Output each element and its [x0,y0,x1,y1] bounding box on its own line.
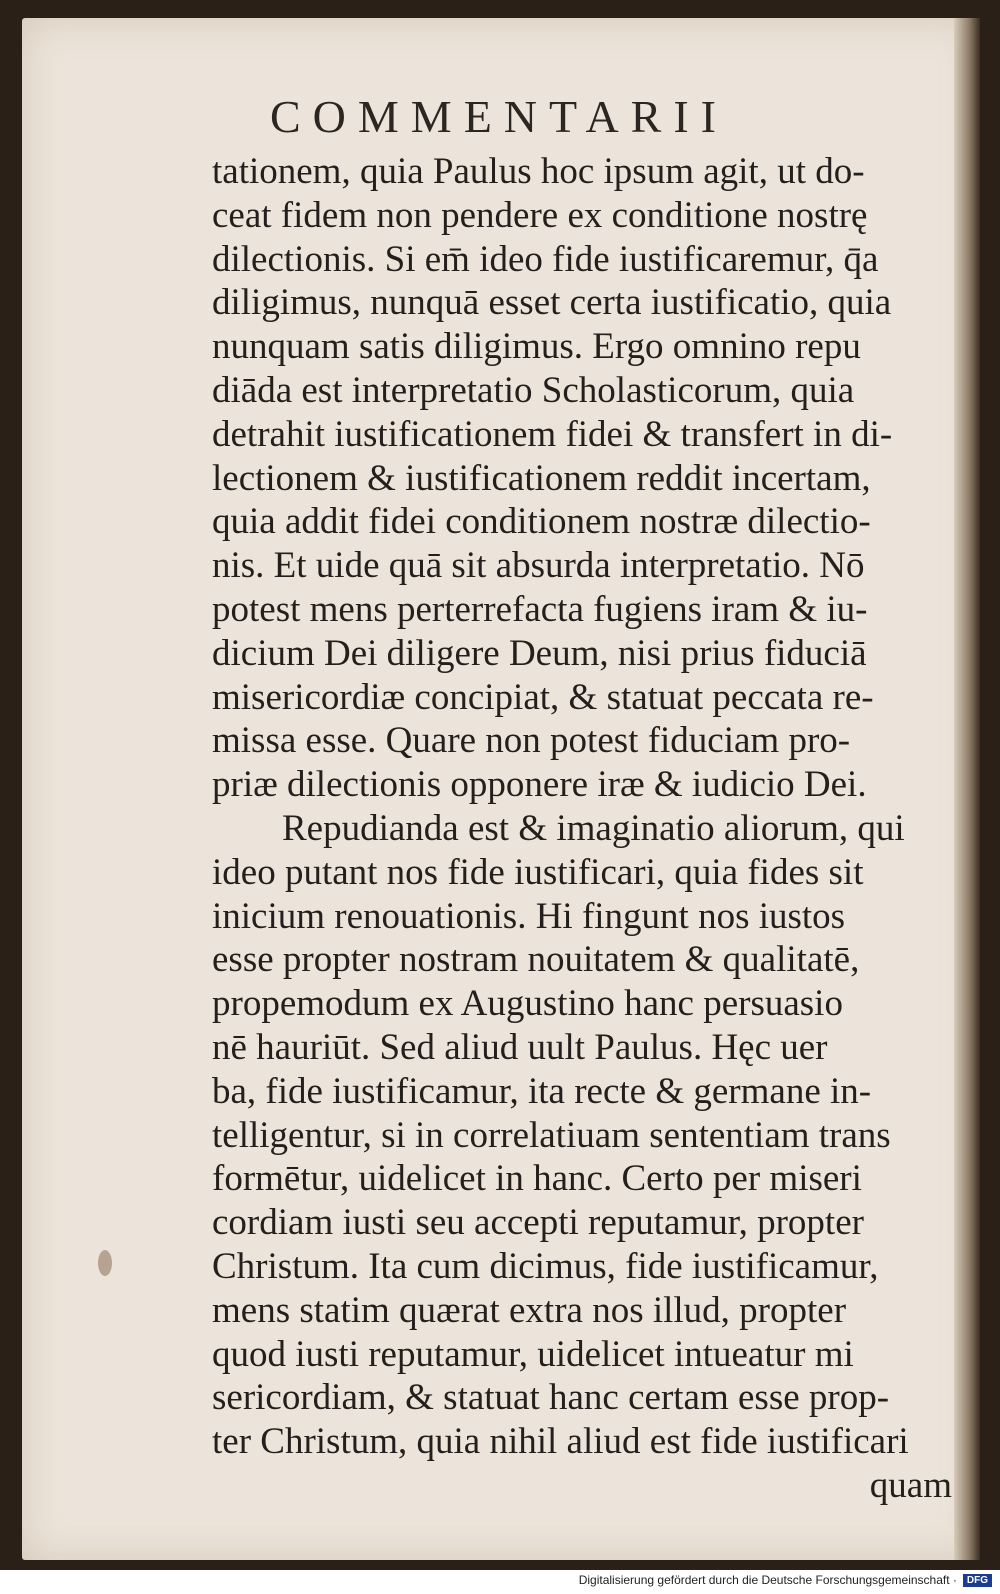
text-line: ceat fidem non pendere ex conditione nostrę [212,194,868,236]
text-line: quod iusti reputamur, uidelicet intueatur mi [212,1333,854,1375]
text-line: esse propter nostram nouitatem & qualitatē, [212,939,860,981]
text-line: formētur, uidelicet in hanc. Certo per miseri [212,1158,862,1200]
text-line: lectionem & iustificationem reddit incertam, [212,457,871,499]
footer-text: Digitalisierung gefördert durch die Deutsche Forschungsgemeinschaft · [578,1573,957,1587]
text-line: diligimus, nunquā esset certa iustificatio, quia [212,282,892,324]
text-line: propemodum ex Augustino hanc persuasio [212,983,843,1025]
text-line: detrahit iustificationem fidei & transfert in di- [212,413,893,455]
footer-credit [579,1570,992,1590]
text-line: ba, fide iustificamur, ita recte & germane in- [212,1070,872,1112]
text-line: nunquam satis diligimus. Ergo omnino repu [212,326,861,368]
text-line: dilectionis. Si em̄ ideo fide iustificaremur, q̄a [212,238,879,280]
page-text [212,150,972,1508]
text-line: inicium renouationis. Hi fingunt nos iustos [212,895,846,937]
text-line: sericordiam, & statuat hanc certam esse prop- [212,1377,890,1419]
text-line: dicium Dei diligere Deum, nisi prius fiduciā [212,632,867,674]
dfg-logo-icon: DFG [963,1574,992,1587]
text-line: telligentur, si in correlatiuam sententiam trans [212,1114,891,1156]
catchword: quam [869,1464,952,1506]
text-line: Christum. Ita cum dicimus, fide iustificamur, [212,1245,879,1287]
text-line: ideo putant nos fide iustificari, quia fides sit [212,851,864,893]
text-line: potest mens perterrefacta fugiens iram & iu- [212,588,868,630]
text-line: ter Christum, quia nihil aliud est fide iustificari [212,1421,909,1463]
text-line: priæ dilectionis opponere iræ & iudicio Dei. [212,764,867,806]
text-line: nē hauriūt. Sed aliud uult Paulus. Hęc uer [212,1026,828,1068]
text-line: cordiam iusti seu accepti reputamur, propter [212,1202,864,1244]
text-line: quia addit fidei conditionem nostræ dilectio- [212,501,871,543]
ink-smudge [98,1250,112,1276]
text-line: diāda est interpretatio Scholasticorum, quia [212,369,855,411]
running-header: COMMENTARII [270,91,728,142]
text-line-paragraph-start: Repudianda est & imaginatio aliorum, qui [282,807,905,849]
text-line: nis. Et uide quā sit absurda interpretatio. Nō [212,545,865,587]
text-line: missa esse. Quare non potest fiduciam pro- [212,720,851,762]
text-line: mens statim quærat extra nos illud, propter [212,1289,847,1331]
text-line: misericordiæ concipiat, & statuat peccata re- [212,676,874,718]
text-line: tationem, quia Paulus hoc ipsum agit, ut do- [212,151,865,192]
